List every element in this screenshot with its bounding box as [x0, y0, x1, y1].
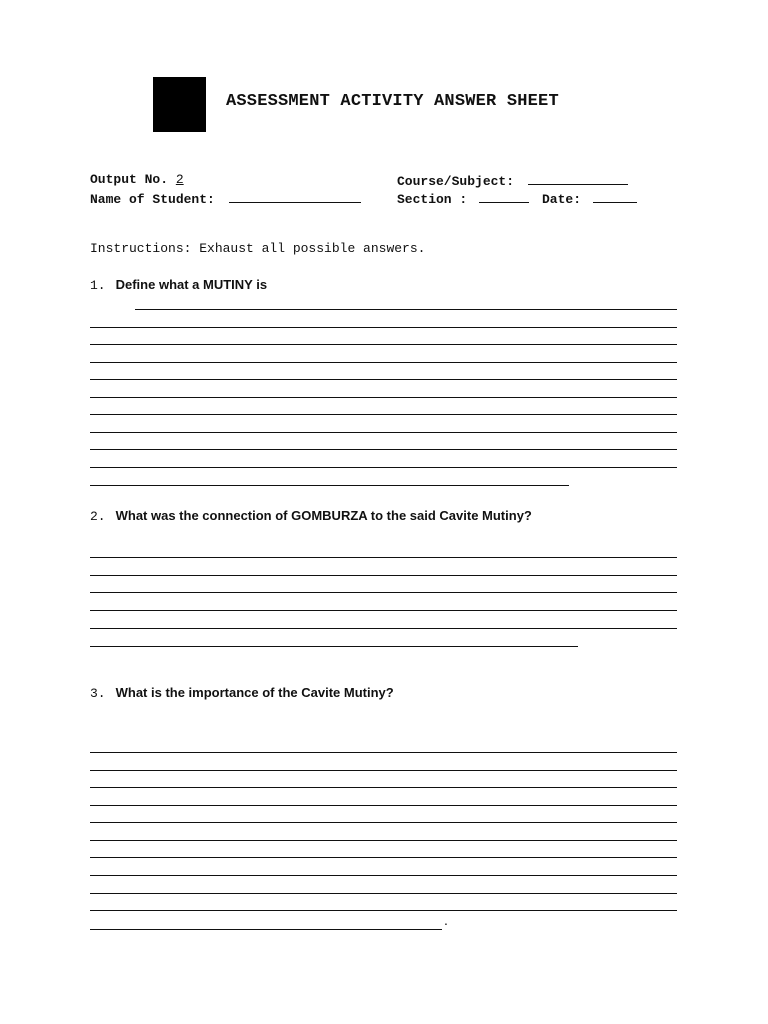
question-text: What was the connection of GOMBURZA to the said Cavite Mutiny?	[115, 508, 532, 523]
question-text: What is the importance of the Cavite Mutiny?	[115, 685, 394, 700]
course-blank[interactable]	[528, 172, 628, 185]
answer-line[interactable]	[135, 309, 677, 310]
section-label: Section :	[397, 192, 468, 207]
instructions: Instructions: Exhaust all possible answers.	[90, 241, 426, 256]
question-3	[90, 684, 394, 702]
answer-line[interactable]	[90, 432, 677, 433]
answer-line[interactable]	[90, 414, 677, 415]
question-number: 3.	[90, 686, 106, 701]
answer-line[interactable]	[90, 893, 677, 894]
output-label: Output No.	[90, 172, 169, 187]
question-2	[90, 507, 532, 525]
answer-line[interactable]	[90, 592, 677, 593]
date-field[interactable]	[542, 190, 637, 207]
question-number: 1.	[90, 278, 106, 293]
answer-line[interactable]	[90, 857, 677, 858]
section-field[interactable]	[397, 190, 529, 207]
answer-line[interactable]	[90, 397, 677, 398]
answer-line[interactable]	[90, 344, 677, 345]
answer-line[interactable]	[90, 628, 677, 629]
answer-line[interactable]	[90, 449, 677, 450]
date-blank[interactable]	[593, 190, 637, 203]
answer-line[interactable]	[90, 646, 578, 647]
question-number: 2.	[90, 509, 106, 524]
course-label: Course/Subject:	[397, 174, 515, 189]
section-blank[interactable]	[479, 190, 529, 203]
answer-line[interactable]	[90, 485, 569, 486]
page-title: ASSESSMENT ACTIVITY ANSWER SHEET	[226, 92, 559, 111]
answer-line[interactable]	[90, 362, 677, 363]
answer-end-mark: .	[444, 912, 448, 928]
answer-line[interactable]	[90, 752, 677, 753]
answer-line[interactable]	[90, 910, 677, 911]
answer-line[interactable]	[90, 840, 677, 841]
output-number-field	[90, 172, 184, 187]
answer-line[interactable]	[90, 575, 677, 576]
answer-line[interactable]	[90, 770, 677, 771]
answer-line[interactable]	[90, 787, 677, 788]
answer-line[interactable]	[90, 805, 677, 806]
answer-line[interactable]	[90, 610, 677, 611]
answer-line[interactable]	[90, 327, 677, 328]
answer-line[interactable]	[90, 557, 677, 558]
logo-block	[153, 77, 206, 132]
name-label: Name of Student:	[90, 192, 215, 207]
answer-line[interactable]	[90, 467, 677, 468]
question-text: Define what a MUTINY is	[115, 277, 268, 292]
student-name-field[interactable]	[90, 190, 361, 207]
output-value: 2	[175, 172, 184, 187]
question-1	[90, 276, 267, 294]
date-label: Date:	[542, 192, 582, 207]
answer-line[interactable]	[90, 379, 677, 380]
answer-line[interactable]	[90, 875, 677, 876]
course-subject-field[interactable]	[397, 172, 628, 189]
answer-line[interactable]	[90, 822, 677, 823]
answer-line[interactable]	[90, 929, 442, 930]
name-blank[interactable]	[229, 190, 361, 203]
